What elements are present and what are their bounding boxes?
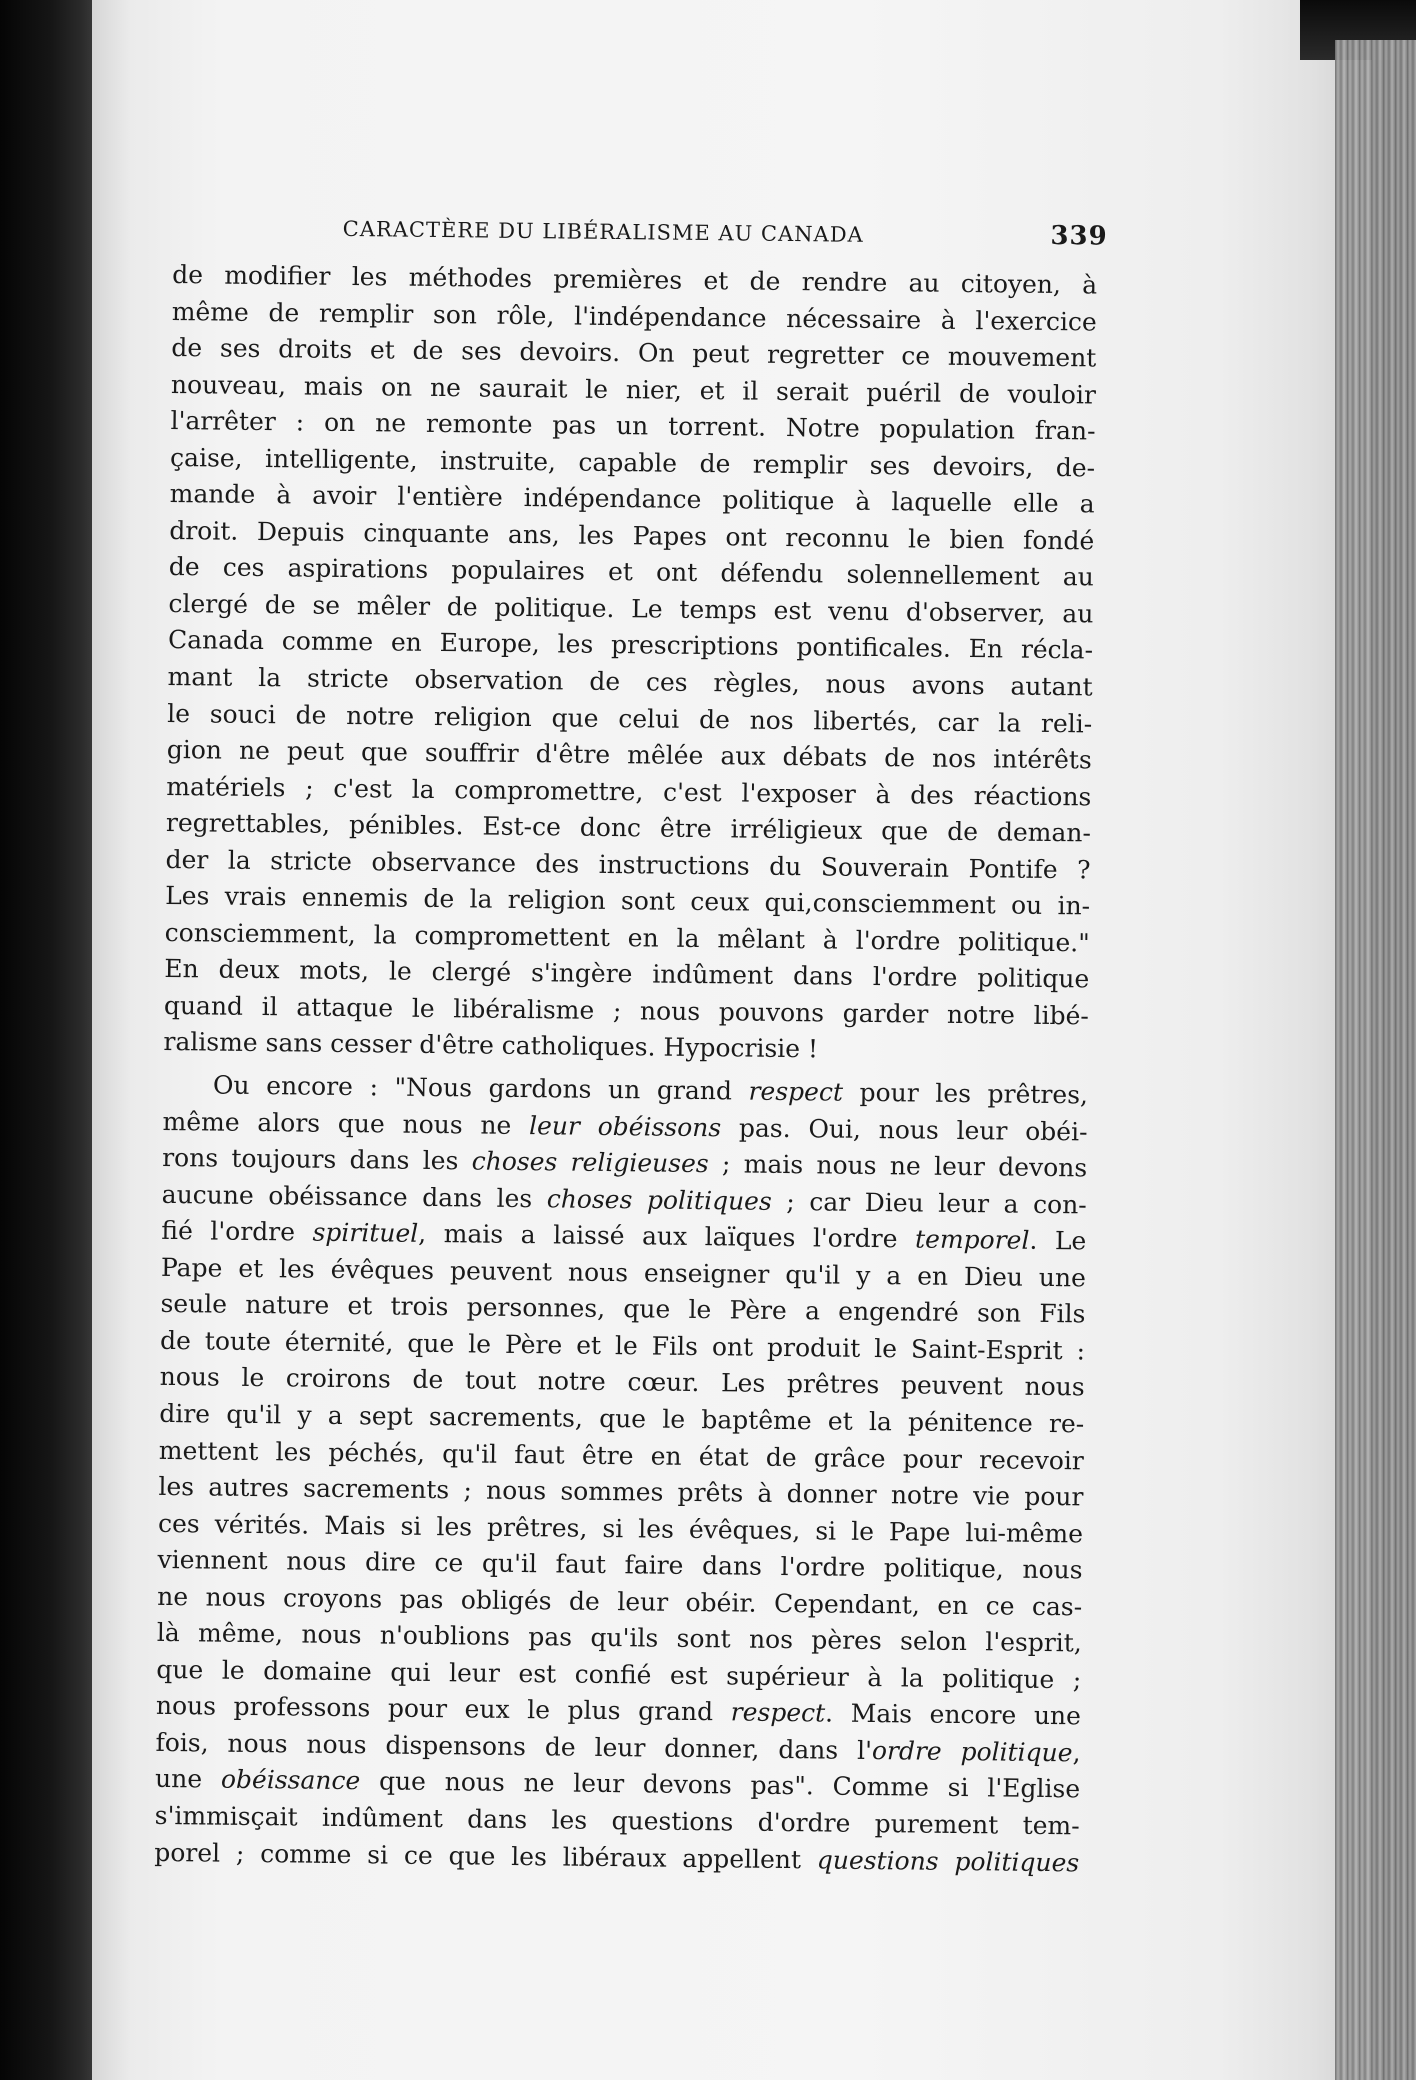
text-line: ne nous croyons pas obligés de leur obéir. Cependant, en ce cas- bbox=[157, 1581, 1083, 1622]
text-line: ces vérités. Mais si les prêtres, si les évêques, si le Pape lui-même bbox=[157, 1508, 1084, 1549]
text-line: nous le croirons de tout notre cœur. Les prêtres peuvent nous bbox=[159, 1362, 1085, 1402]
running-head: CARACTÈRE DU LIBÉRALISME AU CANADA bbox=[342, 216, 864, 247]
text-line: une obéissance que nous ne leur devons pas". Comme si l'Eglise bbox=[154, 1764, 1081, 1804]
text-line: viennent nous dire ce qu'il faut faire dans l'ordre politique, nous bbox=[157, 1545, 1083, 1585]
text-line: clergé de se mêler de politique. Le temps est venu d'observer, au bbox=[168, 588, 1094, 629]
text-line: de ces aspirations populaires et ont défendu solennellement au bbox=[168, 552, 1094, 592]
italic-text: questions politiques bbox=[816, 1844, 1080, 1877]
text-line: même alors que nous ne leur obéissons pas. Oui, nous leur obéi- bbox=[162, 1106, 1088, 1147]
italic-text: choses politiques bbox=[546, 1183, 772, 1216]
text-line: seule nature et trois personnes, que le Père a engendré son Fils bbox=[160, 1289, 1086, 1329]
text-line: droit. Depuis cinquante ans, les Papes ont reconnu le bien fondé bbox=[169, 515, 1095, 556]
text-line: nous professons pour eux le plus grand respect. Mais encore une bbox=[155, 1691, 1082, 1731]
italic-text: respect bbox=[748, 1076, 844, 1107]
italic-text: leur obéissons bbox=[528, 1110, 722, 1142]
text-line: der la stricte observance des instructions du Souverain Pontife ? bbox=[165, 844, 1091, 885]
italic-text: spirituel bbox=[312, 1217, 419, 1249]
text-line: mant la stricte observation de ces règles, nous avons autant bbox=[167, 661, 1093, 702]
text-line: En deux mots, le clergé s'ingère indûment dans l'ordre politique bbox=[164, 954, 1090, 994]
text-line: même de remplir son rôle, l'indépendance nécessaire à l'exercice bbox=[171, 296, 1097, 337]
text-line: regrettables, pénibles. Est-ce donc être irréligieux que de deman- bbox=[165, 808, 1092, 848]
text-line: consciemment, la compromettent en la mêlant à l'ordre politique." bbox=[164, 917, 1090, 958]
italic-text: temporel bbox=[914, 1224, 1030, 1255]
text-line: de modifier les méthodes premières et de rendre au citoyen, à bbox=[172, 259, 1098, 300]
text-line: çaise, intelligente, instruite, capable de remplir ses devoirs, de- bbox=[169, 442, 1096, 483]
paragraph-1 bbox=[163, 257, 1097, 1071]
text-line: Les vrais ennemis de la religion sont ceux qui,consciemment ou in- bbox=[164, 881, 1091, 921]
text-line: Canada comme en Europe, les prescriptions pontificales. En récla- bbox=[167, 625, 1094, 665]
page-stack-edge bbox=[1335, 40, 1416, 2080]
text-line: porel ; comme si ce que les libéraux appellent questions politiques bbox=[154, 1837, 1080, 1877]
text-line: là même, nous n'oublions pas qu'ils sont nos pères selon l'esprit, bbox=[156, 1618, 1082, 1658]
italic-text: obéissance bbox=[220, 1765, 361, 1796]
text-line: quand il attaque le libéralisme ; nous pouvons garder notre libé- bbox=[163, 990, 1090, 1031]
text-line: nouveau, mais on ne saurait le nier, et il serait puéril de vouloir bbox=[170, 369, 1097, 410]
text-line: que le domaine qui leur est confié est supérieur à la politique ; bbox=[156, 1654, 1082, 1695]
text-line: le souci de notre religion que celui de nos libertés, car la reli- bbox=[167, 698, 1093, 739]
text-line: matériels ; c'est la compromettre, c'est l'exposer à des réactions bbox=[166, 771, 1092, 812]
text-line: fois, nous nous dispensons de leur donner, dans l'ordre politique, bbox=[155, 1727, 1081, 1768]
paragraph-2 bbox=[154, 1067, 1088, 1881]
text-line: fié l'ordre spirituel, mais a laissé aux laïques l'ordre temporel. Le bbox=[161, 1216, 1087, 1256]
page-number: 339 bbox=[1050, 220, 1108, 252]
text-line: dire qu'il y a sept sacrements, que le baptême et la pénitence re- bbox=[159, 1398, 1085, 1439]
text-line: de toute éternité, que le Père et le Fils ont produit le Saint-Esprit : bbox=[159, 1325, 1086, 1366]
text-line: rons toujours dans les choses religieuses ; mais nous ne leur devons bbox=[162, 1143, 1088, 1183]
text-line: de ses droits et de ses devoirs. On peut regretter ce mouvement bbox=[171, 333, 1097, 373]
text-line: s'immisçait indûment dans les questions d'ordre purement tem- bbox=[154, 1800, 1080, 1841]
text-line: mande à avoir l'entière indépendance politique à laquelle elle a bbox=[169, 479, 1095, 519]
text-line: mettent les péchés, qu'il faut être en état de grâce pour recevoir bbox=[158, 1435, 1084, 1475]
text-line: Ou encore : "Nous gardons un grand respect pour les prêtres, bbox=[212, 1070, 1089, 1110]
text-line: l'arrêter : on ne remonte pas un torrent. Notre population fran- bbox=[170, 406, 1096, 446]
text-line: gion ne peut que souffrir d'être mêlée aux débats de nos intérêts bbox=[166, 735, 1092, 775]
text-line: ralisme sans cesser d'être catholiques. Hypocrisie ! bbox=[163, 1027, 819, 1064]
text-line: les autres sacrements ; nous sommes prêts à donner notre vie pour bbox=[158, 1471, 1084, 1512]
italic-text: choses religieuses bbox=[471, 1146, 709, 1179]
italic-text: ordre politique bbox=[871, 1735, 1073, 1768]
text-line: Pape et les évêques peuvent nous enseigner qu'il y a en Dieu une bbox=[160, 1252, 1087, 1293]
text-line: aucune obéissance dans les choses politiques ; car Dieu leur a con- bbox=[161, 1179, 1087, 1220]
facing-page-edge bbox=[0, 0, 95, 2080]
italic-text: respect bbox=[730, 1697, 826, 1728]
text-block bbox=[154, 205, 1108, 1881]
